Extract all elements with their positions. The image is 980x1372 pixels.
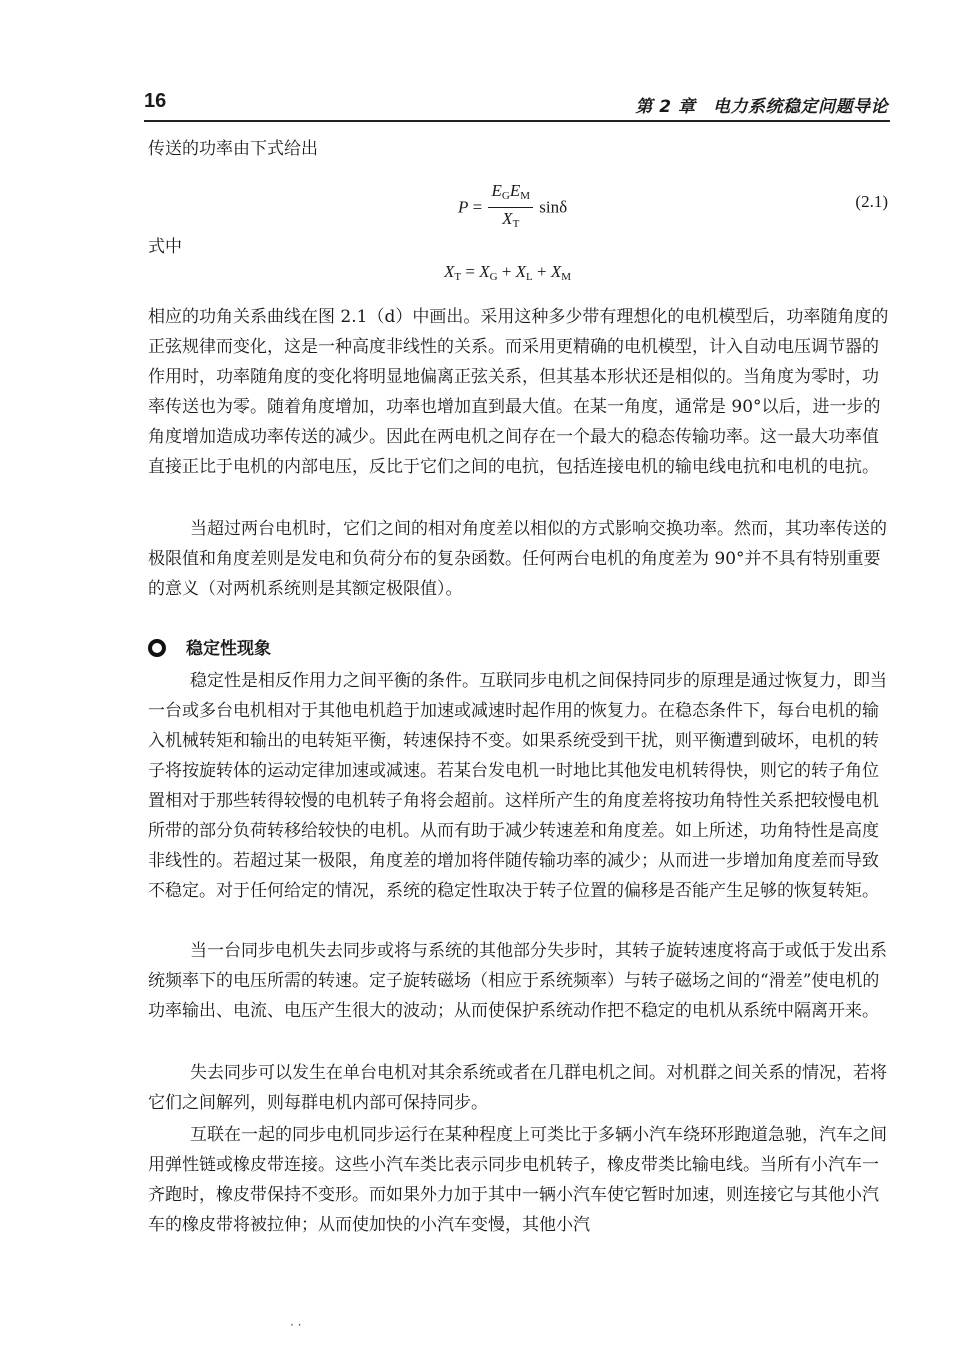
intro-text: 传送的功率由下式给出 — [148, 139, 318, 159]
reactance-equation: $X_T = X_G + X_L + X_M$ — [444, 262, 572, 283]
paragraph-2: 当超过两台电机时，它们之间的相对角度差以相似的方式影响交换功率。然而，其功率传送的极限值和角度差则是发电和负荷分布的复杂函数。任何两台电机的角度差为 90°并不具有特别重要的意义（对两机系统则是其额定极限值）。 — [148, 519, 887, 599]
circle-bullet-icon — [148, 639, 166, 657]
where-text: 式中 — [148, 237, 182, 257]
paragraph-5: 失去同步可以发生在单台电机对其余系统或者在几群电机之间。对机群之间关系的情况，若将它们之间解列，则每群电机内部可保持同步。 — [148, 1063, 887, 1113]
equation-number: (2.1) — [855, 192, 888, 211]
footer-mark: · · — [290, 1318, 302, 1332]
fraction-numerator: $E_GE_M$ — [488, 180, 533, 208]
paragraph-1: 相应的功角关系曲线在图 2.1（d）中画出。采用这种多少带有理想化的电机模型后，功率随角度的正弦规律而变化，这是一种高度非线性的关系。而采用更精确的电机模型，计入自动电压调节器的作用时，功率随角度的变化将明显地偏离正弦关系，但其基本形状还是相似的。当角度为零时，功率传送也为零。随着角度增加，功率也增加直到最大值。在某一角度，通常是 90°以后，进一步的角度增加造成功率传送的减少。因此在两电机之间存在一个最大的稳态传输功率。这一最大功率值直接正比于电机的内部电压，反比于它们之间的电抗，包括连接电机的输电线电抗和电机的电抗。 — [148, 307, 889, 477]
fraction-denominator: $X_T$ — [502, 209, 520, 230]
chapter-running-head: 第 2 章 电力系统稳定问题导论 — [635, 97, 888, 117]
paragraph-3: 稳定性是相反作用力之间平衡的条件。互联同步电机之间保持同步的原理是通过恢复力，即当一台或多台电机相对于其他电机趋于加速或减速时起作用的恢复力。在稳态条件下，每台电机的输入机械转矩和输出的电转矩平衡，转速保持不变。如果系统受到干扰，则平衡遭到破坏，电机的转子将按旋转体的运动定律加速或减速。若某台发电机一时地比其他发电机转得快，则它的转子角位置相对于那些转得较慢的电机转子角将会超前。这样所产生的角度差将按功角特性关系把较慢电机所带的部分负荷转移给较快的电机。从而有助于减少转速差和角度差。如上所述，功角特性是高度非线性的。若超过某一极限，角度差的增加将伴随传输功率的减少；从而进一步增加角度差而导致不稳定。对于任何给定的情况，系统的稳定性取决于转子位置的偏移是否能产生足够的恢复转矩。 — [148, 671, 887, 901]
equation-lhs: P — [458, 197, 469, 217]
header-rule — [144, 120, 890, 122]
equation-trig: sinδ — [539, 197, 568, 217]
equation-2-1: P = $\frac{E_GE_M}{X_T}$ sinδ — [458, 180, 567, 230]
section-title: 稳定性现象 — [186, 639, 271, 659]
paragraph-4: 当一台同步电机失去同步或将与系统的其他部分失步时，其转子旋转速度将高于或低于发出系统频率下的电压所需的转速。定子旋转磁场（相应于系统频率）与转子磁场之间的“滑差”使电机的功率输出、电流、电压产生很大的波动；从而使保护系统动作把不稳定的电机从系统中隔离开来。 — [148, 941, 887, 1021]
section-heading — [148, 634, 271, 664]
paragraph-6: 互联在一起的同步电机同步运行在某种程度上可类比于多辆小汽车绕环形跑道急驰，汽车之间用弹性链或橡皮带连接。这些小汽车类比表示同步电机转子，橡皮带类比输电线。当所有小汽车一齐跑时，橡皮带保持不变形。而如果外力加于其中一辆小汽车使它暂时加速，则连接它与其他小汽车的橡皮带将被拉伸；从而使加快的小汽车变慢，其他小汽 — [148, 1125, 887, 1235]
equation-fraction — [488, 180, 533, 235]
page-number: 16 — [144, 90, 167, 112]
